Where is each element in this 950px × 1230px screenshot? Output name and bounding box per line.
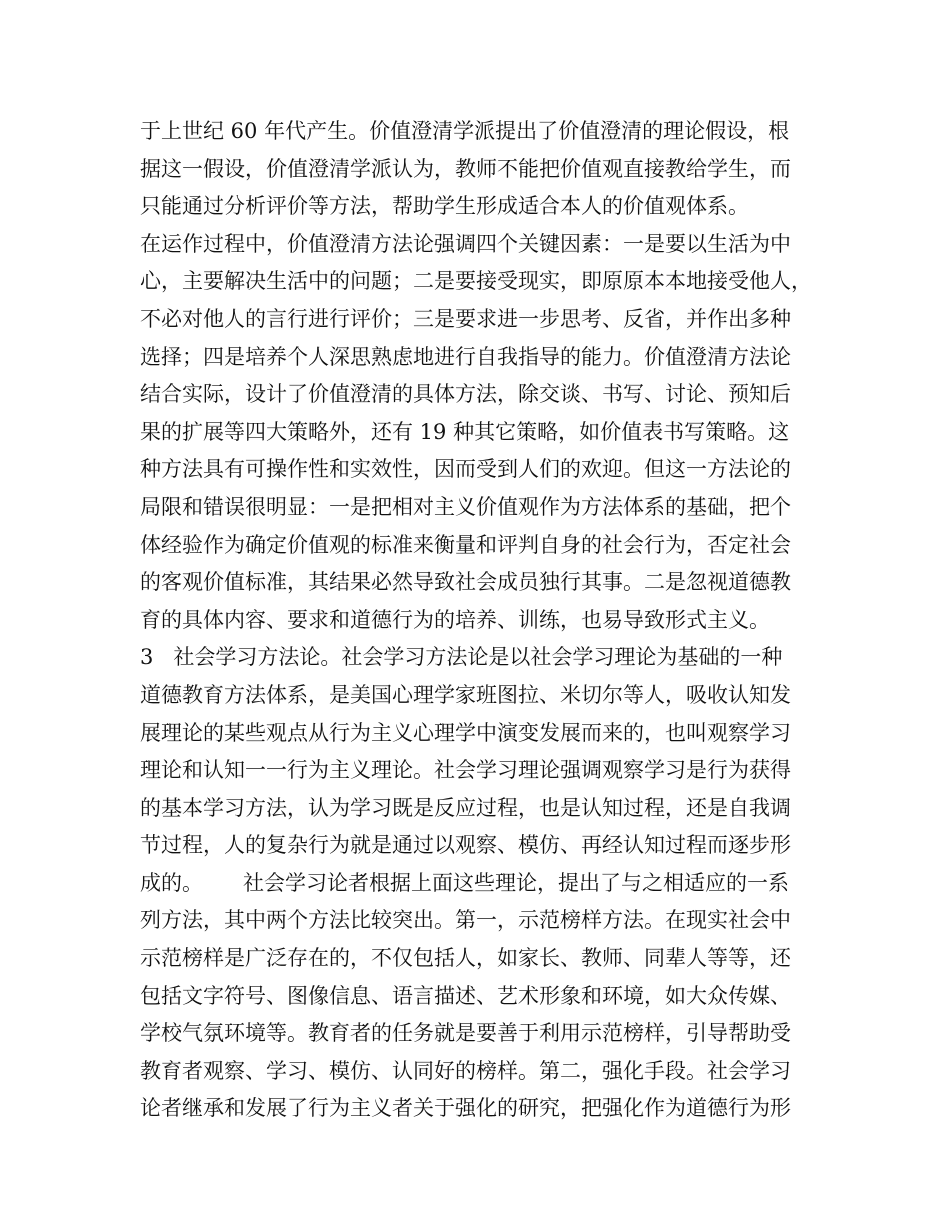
text-line: 学校气氛环境等。教育者的任务就是要善于利用示范榜样，引导帮助受 [140, 1021, 791, 1046]
text-line: 的客观价值标准，其结果必然导致社会成员独行其事。二是忽视道德教 [140, 570, 791, 595]
text-line: 体经验作为确定价值观的标准来衡量和评判自身的社会行为，否定社会 [140, 532, 791, 557]
text-line: 于上世纪 60 年代产生。价值澄清学派提出了价值澄清的理论假设，根 [140, 119, 790, 143]
text-line: 成的。 社会学习论者根据上面这些理论，提出了与之相适应的一系 [140, 870, 790, 895]
text-line: 论者继承和发展了行为主义者关于强化的研究，把强化作为道德行为形 [140, 1096, 791, 1121]
text-line: 据这一假设，价值澄清学派认为，教师不能把价值观直接教给学生，而 [140, 156, 791, 181]
text-line: 理论和认知一一行为主义理论。社会学习理论强调观察学习是行为获得 [140, 758, 791, 783]
text-line: 列方法，其中两个方法比较突出。第一，示范榜样方法。在现实社会中 [140, 908, 791, 933]
text-line: 不必对他人的言行进行评价；三是要求进一步思考、反省，并作出多种 [140, 306, 791, 331]
text-line: 道德教育方法体系，是美国心理学家班图拉、米切尔等人，吸收认知发 [140, 682, 791, 707]
text-line: 果的扩展等四大策略外，还有 19 种其它策略，如价值表书写策略。这 [140, 419, 790, 444]
text-line: 只能通过分析评价等方法，帮助学生形成适合本人的价值观体系。 [140, 194, 749, 219]
text-line: 局限和错误很明显：一是把相对主义价值观作为方法体系的基础，把个 [140, 494, 791, 519]
text-line: 包括文字符号、图像信息、语言描述、艺术形象和环境，如大众传媒、 [140, 983, 791, 1008]
text-line: 心，主要解决生活中的问题；二是要接受现实，即原原本本地接受他人， [140, 269, 812, 294]
text-line: 在运作过程中，价值澄清方法论强调四个关键因素：一是要以生活为中 [140, 231, 791, 256]
text-line: 结合实际，设计了价值澄清的具体方法，除交谈、书写、讨论、预知后 [140, 382, 791, 407]
text-line: 的基本学习方法，认为学习既是反应过程，也是认知过程，还是自我调 [140, 795, 791, 820]
text-line: 育的具体内容、要求和道德行为的培养、训练，也易导致形式主义。 [140, 607, 770, 632]
text-line: 展理论的某些观点从行为主义心理学中演变发展而来的，也叫观察学习 [140, 720, 791, 745]
text-line: 3 社会学习方法论。社会学习方法论是以社会学习理论为基础的一种 [140, 645, 783, 670]
text-line: 示范榜样是广泛存在的，不仅包括人，如家长、教师、同辈人等等，还 [140, 946, 791, 971]
text-line: 种方法具有可操作性和实效性，因而受到人们的欢迎。但这一方法论的 [140, 457, 791, 482]
text-line: 教育者观察、学习、模仿、认同好的榜样。第二，强化手段。社会学习 [140, 1058, 791, 1083]
body-text [140, 113, 815, 1128]
text-line: 节过程，人的复杂行为就是通过以观察、模仿、再经认知过程而逐步形 [140, 833, 791, 858]
text-line: 选择；四是培养个人深思熟虑地进行自我指导的能力。价值澄清方法论 [140, 344, 791, 369]
